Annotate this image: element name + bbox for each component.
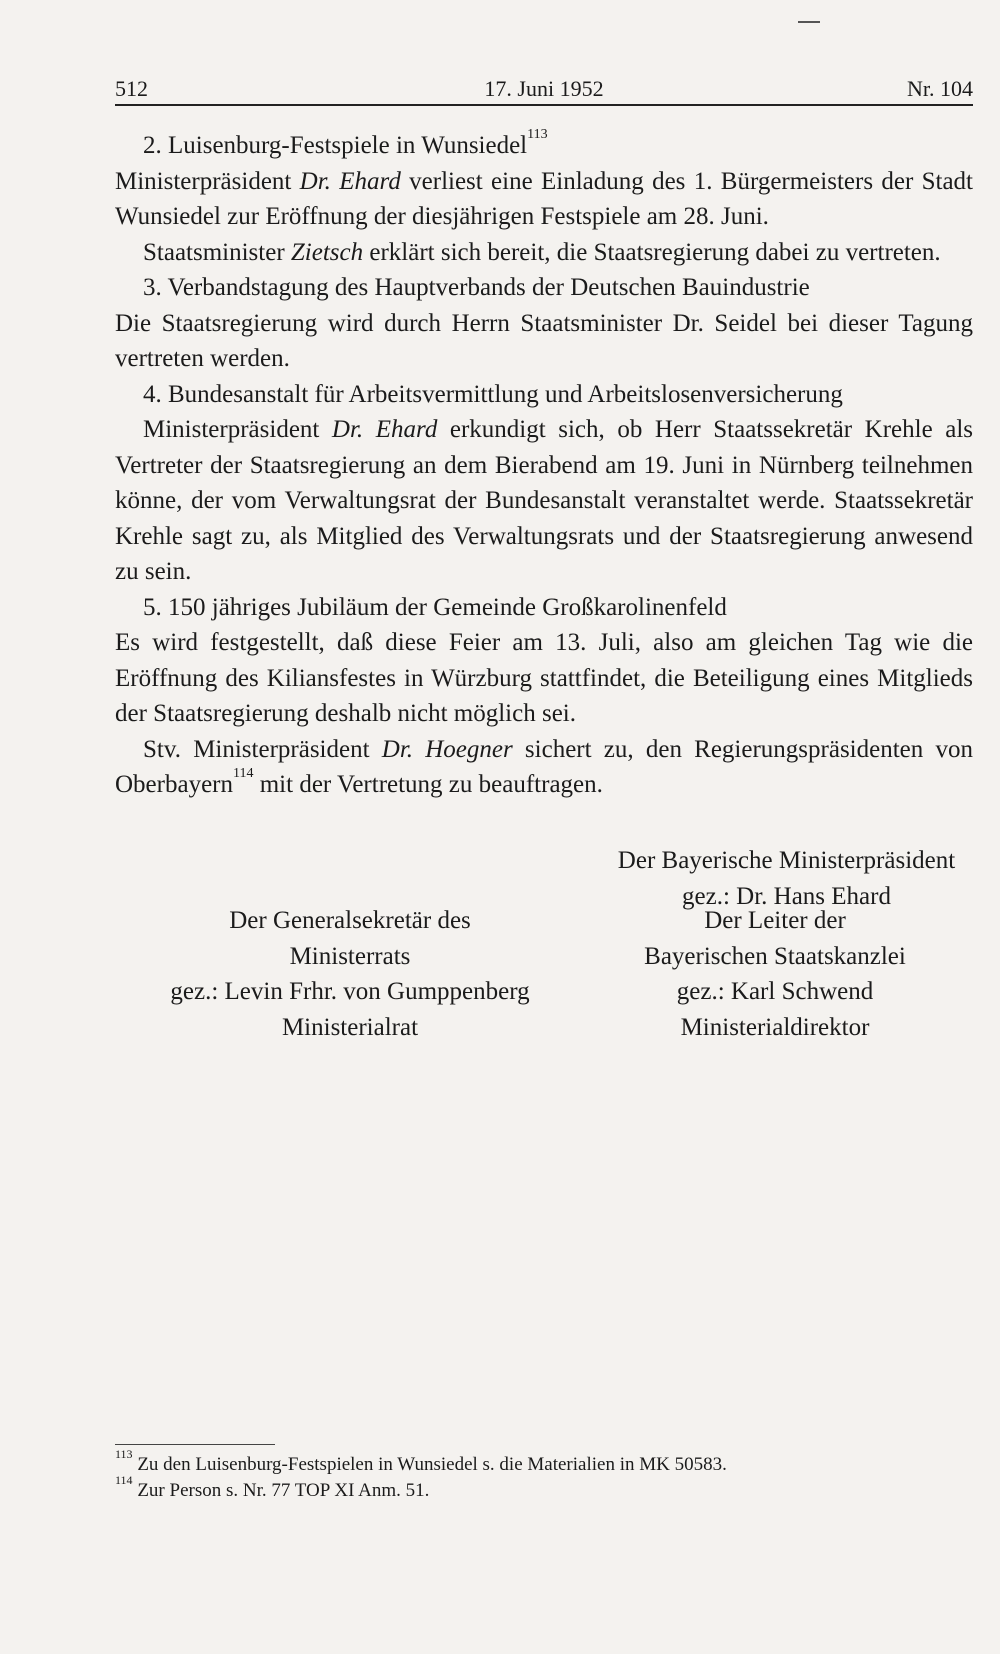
signature-name: gez.: Levin Frhr. von Gumppenberg [170, 978, 530, 1005]
secretary-signature [115, 903, 585, 1045]
item-title: 2. Luisenburg-Festspiele in Wunsiedel$^{113}$ [143, 126, 548, 159]
signature-rank: Ministerialdirektor [680, 1013, 870, 1041]
signature-title: Der Bayerische Ministerpräsident [617, 847, 956, 874]
signature-title: Der Generalsekretär des [229, 907, 471, 934]
signature-title: Bayerischen Staatskanzlei [644, 942, 906, 970]
person-name: Zietsch [290, 238, 364, 266]
header-issue-number: Nr. 104 [907, 76, 973, 101]
page-number: 512 [115, 76, 148, 101]
footnote-text: Zu den Luisenburg-Festspielen in Wunsiedel s. die Materialien in MK 50583. [137, 1454, 727, 1475]
paragraph: Staatsminister Zietsch erklärt sich bereit, die Staatsregierung dabei zu vertreten. [143, 238, 941, 266]
signature-rank: Ministerialrat [281, 1013, 419, 1041]
footnote-number: 114 [115, 1472, 133, 1487]
item-title: 4. Bundesanstalt für Arbeitsvermittlung und Arbeitslosenversicherung [143, 380, 843, 408]
footnote-rule [115, 1444, 275, 1445]
item-title: 3. Verbandstagung des Hauptverbands der Deutschen Bauindustrie [143, 274, 810, 301]
footnote [115, 1446, 973, 1478]
running-header [115, 70, 973, 104]
paragraph: Ministerpräsident Dr. Ehard verliest eine Einladung des 1. Bürgermeisters der Stadt Wunsiedel zur Eröffnung der diesjährigen Festspiele am 28. Juni. [115, 167, 973, 230]
footnote-text: Zur Person s. Nr. 77 TOP XI Anm. 51. [137, 1480, 430, 1501]
footnote-number: 113 [115, 1446, 133, 1461]
footnote-ref: 114 [233, 765, 254, 781]
paragraph: Es wird festgestellt, daß diese Feier am 13. Juli, also am gleichen Tag wie die Eröffnung des Kiliansfestes in Würzburg stattfindet, die Beteiligung eines Mitglieds der Staatsregierung deshalb nicht möglich sei. [115, 629, 973, 727]
header-rule [115, 104, 973, 106]
signature-title: Ministerrats [289, 942, 411, 970]
person-name: Dr. Hoegner [381, 735, 513, 763]
person-name: Dr. Ehard [331, 416, 438, 443]
person-name: Dr. Ehard [299, 167, 401, 195]
footnotes [115, 1446, 973, 1504]
footnote [115, 1472, 973, 1504]
paragraph: Stv. Ministerpräsident Dr. Hoegner sichert zu, den Regierungspräsidenten von Oberbayern$^{114}$ mit der Vertretung zu beauftragen. [115, 735, 973, 798]
chancellery-signature [590, 903, 960, 1045]
header-date: 17. Juni 1952 [484, 76, 604, 101]
paragraph: Ministerpräsident Dr. Ehard erkundigt sich, ob Herr Staatssekretär Krehle als Vertreter der Staatsregierung an dem Bierabend am 19. Juni in Nürnberg teilnehmen könne, der vom Verwaltungsrat der Bundesanstalt veranstaltet werde. Staatssekretär Krehle sagt zu, als Mitglied des Verwaltungsrats und der Staatsregierung anwesend zu sein. [115, 416, 973, 585]
main-text [115, 128, 973, 803]
signature-title: Der Leiter der [704, 907, 846, 934]
footnote-ref: 113 [527, 126, 548, 142]
item-title: 5. 150 jähriges Jubiläum der Gemeinde Großkarolinenfeld [143, 593, 727, 621]
paragraph: Die Staatsregierung wird durch Herrn Staatsminister Dr. Seidel bei dieser Tagung vertreten werden. [115, 309, 973, 372]
scan-mark [798, 21, 820, 23]
signature-name: gez.: Karl Schwend [676, 978, 874, 1005]
signature-name: gez.: Dr. Hans Ehard [682, 882, 891, 910]
